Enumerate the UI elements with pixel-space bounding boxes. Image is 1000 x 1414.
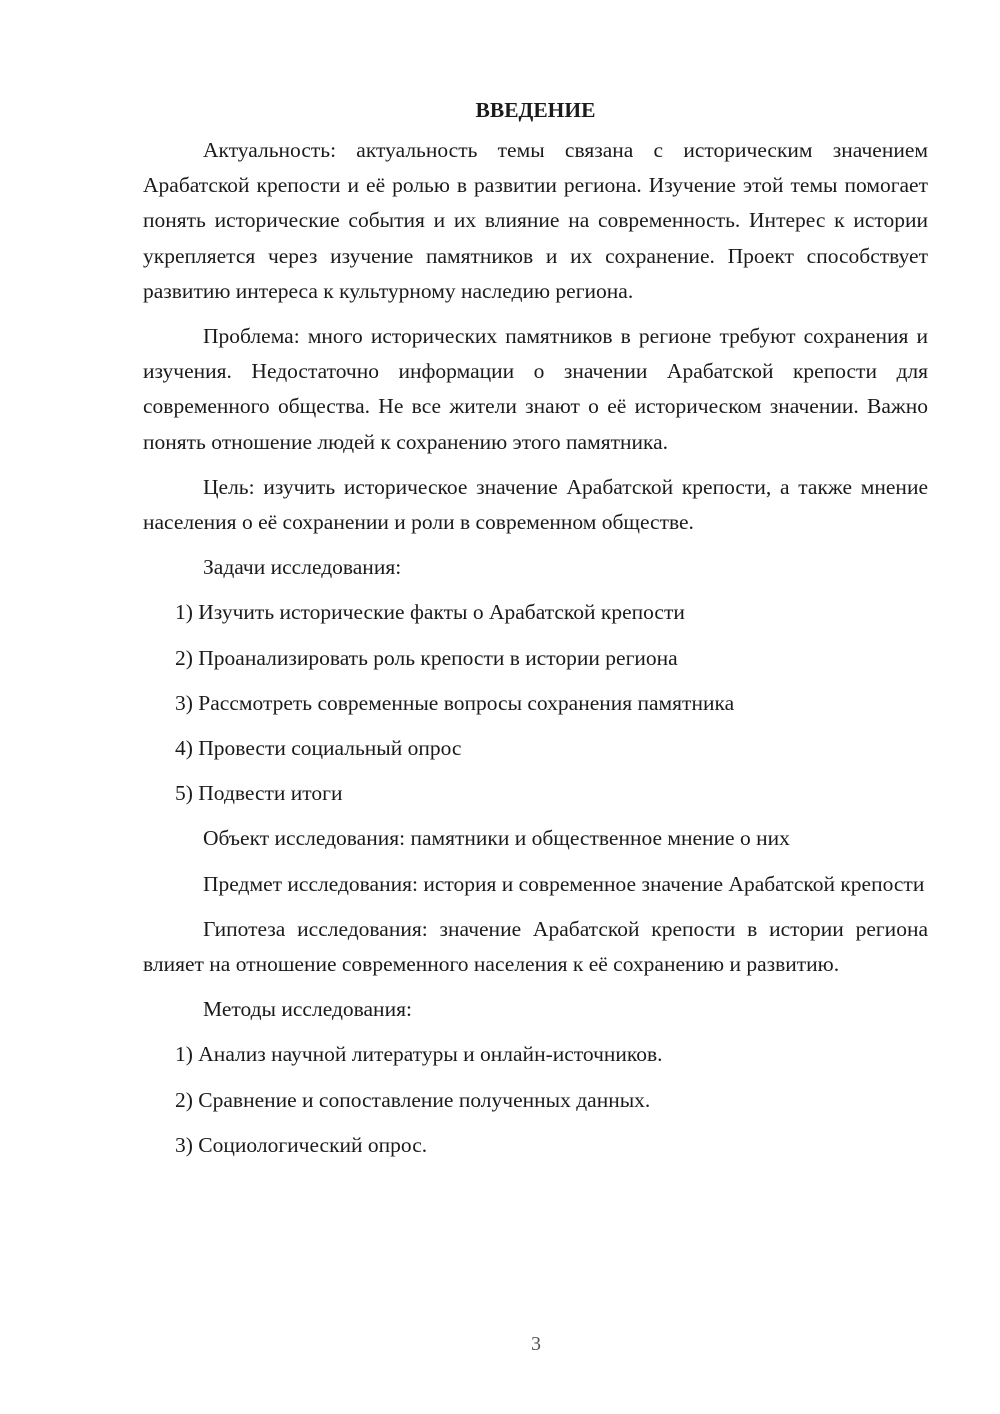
hypothesis-paragraph: Гипотеза исследования: значение Арабатской крепости в истории региона влияет на отношение современного населения к её сохранению и развитию. (143, 916, 928, 977)
list-item: 4) Провести социальный опрос (175, 736, 462, 761)
list-item: 2) Сравнение и сопоставление полученных данных. (175, 1087, 651, 1112)
object-paragraph: Объект исследования: памятники и общественное мнение о них (203, 826, 790, 851)
list-item: 1) Анализ научной литературы и онлайн-источников. (175, 1042, 663, 1067)
list-item: 1) Изучить исторические факты о Арабатской крепости (175, 600, 685, 625)
tasks-heading: Задачи исследования: (203, 555, 402, 580)
page-number: 3 (531, 1333, 541, 1355)
subject-paragraph: Предмет исследования: история и современное значение Арабатской крепости (203, 871, 925, 896)
list-item: 5) Подвести итоги (175, 781, 343, 806)
relevance-paragraph: Актуальность: актуальность темы связана с историческим значением Арабатской крепости и её ролью в развитии региона. Изучение этой темы помогает понять исторические события и их влияние на современность. Интерес к истории укрепляется через изучение памятников и их сохранение. Проект способствует развитию интереса к культурному наследию региона. (143, 138, 928, 303)
page-title: ВВЕДЕНИЕ (475, 98, 596, 122)
tasks-list (143, 595, 928, 811)
methods-list (143, 1037, 928, 1163)
problem-paragraph: Проблема: много исторических памятников в регионе требуют сохранения и изучения. Недостаточно информации о значении Арабатской крепости для современного общества. Не все жители знают о её историческом значении. Важно понять отношение людей к сохранению этого памятника. (143, 324, 928, 454)
goal-paragraph: Цель: изучить историческое значение Арабатской крепости, а также мнение населения о её сохранении и роли в современном обществе. (143, 474, 928, 535)
list-item: 2) Проанализировать роль крепости в истории региона (175, 645, 678, 670)
methods-heading: Методы исследования: (203, 997, 412, 1022)
list-item: 3) Социологический опрос. (175, 1132, 428, 1157)
document-page (143, 92, 928, 1173)
list-item: 3) Рассмотреть современные вопросы сохранения памятника (175, 690, 735, 715)
